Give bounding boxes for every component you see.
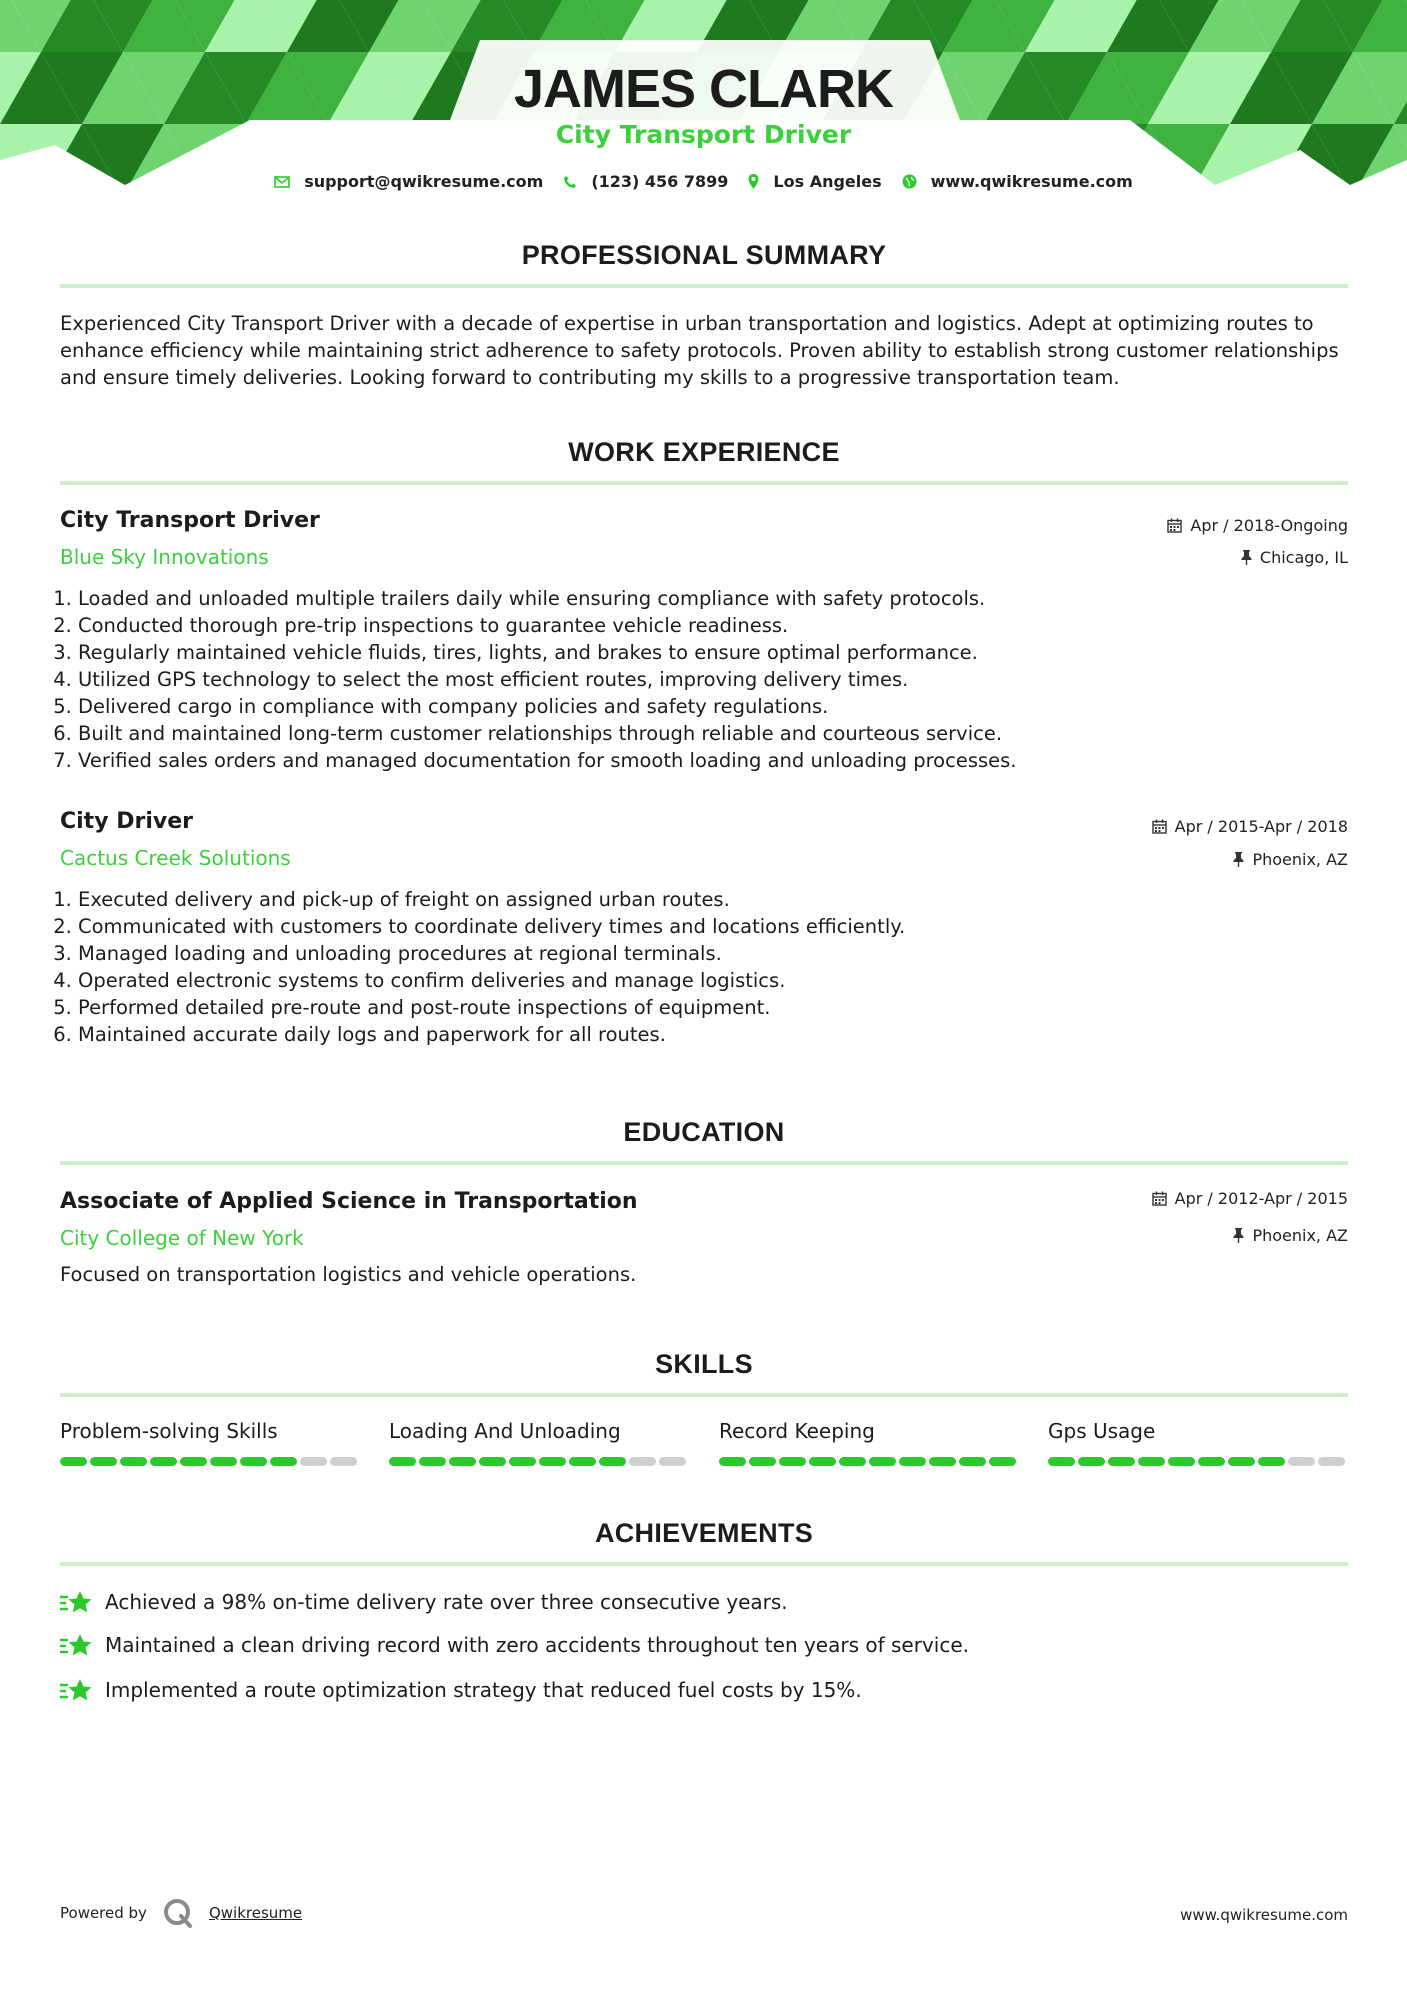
list-item: 6. Maintained accurate daily logs and paperwork for all routes. xyxy=(78,1021,905,1048)
star-award-icon xyxy=(60,1677,93,1703)
skill-segment xyxy=(60,1457,87,1466)
skill-segment xyxy=(539,1457,566,1466)
skill-segment xyxy=(419,1457,446,1466)
skill-segment xyxy=(839,1457,866,1466)
list-item: 3. Regularly maintained vehicle fluids, tires, lights, and brakes to ensure optimal performance. xyxy=(78,639,1017,666)
pushpin-icon xyxy=(1233,852,1244,867)
skill-name: Gps Usage xyxy=(1048,1419,1156,1443)
skills-heading: SKILLS xyxy=(655,1349,753,1379)
summary-divider xyxy=(60,284,1348,288)
job-title: City Driver xyxy=(60,809,193,834)
experience-heading: WORK EXPERIENCE xyxy=(568,437,840,467)
contact-phone[interactable] xyxy=(563,172,728,191)
skill-segment xyxy=(240,1457,267,1466)
qwikresume-link[interactable]: Qwikresume xyxy=(208,1904,303,1922)
skill-item xyxy=(719,1419,1019,1466)
skill-segment xyxy=(749,1457,776,1466)
skill-name: Record Keeping xyxy=(719,1419,875,1443)
list-item: 7. Verified sales orders and managed documentation for smooth loading and unloading processes. xyxy=(78,747,1017,774)
summary-heading: PROFESSIONAL SUMMARY xyxy=(521,240,887,270)
list-item: 3. Managed loading and unloading procedures at regional terminals. xyxy=(78,940,905,967)
calendar-icon xyxy=(1152,1191,1167,1206)
skill-segment xyxy=(1258,1457,1285,1466)
skill-segment xyxy=(899,1457,926,1466)
skill-segment xyxy=(330,1457,357,1466)
contact-location xyxy=(748,172,881,191)
job-dates xyxy=(1167,516,1348,535)
achievement-text: Achieved a 98% on-time delivery rate over three consecutive years. xyxy=(105,1590,788,1614)
job-location xyxy=(1241,548,1348,567)
job-location xyxy=(1233,850,1348,869)
pushpin-icon xyxy=(1233,1228,1244,1243)
contact-website[interactable] xyxy=(902,172,1133,191)
map-pin-icon xyxy=(748,174,759,189)
list-item: 1. Loaded and unloaded multiple trailers daily while ensuring compliance with safety protocols. xyxy=(78,585,1017,612)
skill-segment xyxy=(989,1457,1016,1466)
skill-meter xyxy=(389,1457,689,1466)
skill-segment xyxy=(1108,1457,1135,1466)
contact-website-text: www.qwikresume.com xyxy=(930,172,1133,191)
achievements-heading: ACHIEVEMENTS xyxy=(594,1518,814,1548)
skill-segment xyxy=(1198,1457,1225,1466)
skill-segment xyxy=(1138,1457,1165,1466)
skill-segment xyxy=(479,1457,506,1466)
job-company: Cactus Creek Solutions xyxy=(60,846,291,870)
education-dates-text: Apr / 2012-Apr / 2015 xyxy=(1174,1189,1348,1208)
list-item: 2. Communicated with customers to coordinate delivery times and locations efficiently. xyxy=(78,913,905,940)
achievement-item xyxy=(60,1589,788,1615)
achievements-divider xyxy=(60,1562,1348,1566)
contact-email-text: support@qwikresume.com xyxy=(304,172,544,191)
education-heading: EDUCATION xyxy=(623,1117,785,1147)
skill-item xyxy=(389,1419,689,1466)
skill-segment xyxy=(809,1457,836,1466)
skill-segment xyxy=(779,1457,806,1466)
job-location-text: Phoenix, AZ xyxy=(1252,850,1348,869)
education-location-text: Phoenix, AZ xyxy=(1252,1226,1348,1245)
skill-segment xyxy=(120,1457,147,1466)
education-school: City College of New York xyxy=(60,1226,304,1250)
contact-email[interactable] xyxy=(274,172,543,191)
footer-powered-by xyxy=(60,1898,302,1928)
job-location-text: Chicago, IL xyxy=(1259,548,1348,567)
skill-segment xyxy=(300,1457,327,1466)
list-item: 5. Performed detailed pre-route and post-route inspections of equipment. xyxy=(78,994,905,1021)
job-bullets xyxy=(52,585,1017,774)
skill-item xyxy=(60,1419,360,1466)
candidate-name: JAMES CLARK xyxy=(513,59,894,119)
job-company: Blue Sky Innovations xyxy=(60,545,269,569)
skill-segment xyxy=(1288,1457,1315,1466)
candidate-role: City Transport Driver xyxy=(555,120,852,149)
skill-segment xyxy=(180,1457,207,1466)
qwikresume-logo-icon xyxy=(163,1898,193,1928)
list-item: 1. Executed delivery and pick-up of freight on assigned urban routes. xyxy=(78,886,905,913)
star-award-icon xyxy=(60,1589,93,1615)
job-dates xyxy=(1152,817,1348,836)
skill-segment xyxy=(719,1457,746,1466)
achievement-item xyxy=(60,1677,862,1703)
job-title: City Transport Driver xyxy=(60,508,320,533)
list-item: 6. Built and maintained long-term customer relationships through reliable and courteous service. xyxy=(78,720,1017,747)
list-item: 4. Utilized GPS technology to select the most efficient routes, improving delivery times. xyxy=(78,666,1017,693)
contact-phone-text: (123) 456 7899 xyxy=(591,172,729,191)
education-divider xyxy=(60,1161,1348,1165)
achievement-text: Implemented a route optimization strategy that reduced fuel costs by 15%. xyxy=(105,1678,862,1702)
job-bullets xyxy=(52,886,905,1048)
envelope-icon xyxy=(274,176,290,188)
skill-segment xyxy=(270,1457,297,1466)
skill-segment xyxy=(599,1457,626,1466)
star-award-icon xyxy=(60,1632,93,1658)
skill-segment xyxy=(1228,1457,1255,1466)
calendar-icon xyxy=(1152,819,1167,834)
contact-location-text: Los Angeles xyxy=(773,172,882,191)
skill-segment xyxy=(509,1457,536,1466)
list-item: 2. Conducted thorough pre-trip inspections to guarantee vehicle readiness. xyxy=(78,612,1017,639)
education-description: Focused on transportation logistics and vehicle operations. xyxy=(60,1263,637,1286)
job-dates-text: Apr / 2015-Apr / 2018 xyxy=(1174,817,1348,836)
education-dates xyxy=(1152,1189,1348,1208)
skill-segment xyxy=(389,1457,416,1466)
skill-segment xyxy=(449,1457,476,1466)
skill-name: Problem-solving Skills xyxy=(60,1419,278,1443)
globe-icon xyxy=(902,174,917,189)
skill-segment xyxy=(210,1457,237,1466)
summary-text: Experienced City Transport Driver with a decade of expertise in urban transportation and logistics. Adept at optimizing routes to enhance efficiency while maintaining strict adherence to safety protocols. Proven ability to establish strong customer relationships and ensure timely deliveries. Looking forward to contributing my skills to a progressive transportation team. xyxy=(60,312,1339,389)
contact-bar xyxy=(0,172,1407,191)
skill-segment xyxy=(959,1457,986,1466)
skill-segment xyxy=(869,1457,896,1466)
calendar-icon xyxy=(1167,518,1182,533)
skill-item xyxy=(1048,1419,1348,1466)
skill-segment xyxy=(659,1457,686,1466)
education-degree: Associate of Applied Science in Transportation xyxy=(60,1189,638,1214)
skills-divider xyxy=(60,1393,1348,1397)
skill-segment xyxy=(629,1457,656,1466)
skill-segment xyxy=(1048,1457,1075,1466)
pushpin-icon xyxy=(1241,550,1252,565)
education-location xyxy=(1233,1226,1348,1245)
list-item: 5. Delivered cargo in compliance with company policies and safety regulations. xyxy=(78,693,1017,720)
phone-icon xyxy=(563,175,577,189)
skill-segment xyxy=(1168,1457,1195,1466)
powered-by-label: Powered by xyxy=(60,1904,147,1922)
skill-name: Loading And Unloading xyxy=(389,1419,621,1443)
skill-meter xyxy=(719,1457,1019,1466)
skill-meter xyxy=(60,1457,360,1466)
skill-segment xyxy=(1078,1457,1105,1466)
achievement-text: Maintained a clean driving record with zero accidents throughout ten years of service. xyxy=(105,1633,970,1657)
skill-segment xyxy=(150,1457,177,1466)
footer-website[interactable]: www.qwikresume.com xyxy=(1180,1906,1348,1924)
job-dates-text: Apr / 2018-Ongoing xyxy=(1190,516,1348,535)
skill-segment xyxy=(90,1457,117,1466)
list-item: 4. Operated electronic systems to confirm deliveries and manage logistics. xyxy=(78,967,905,994)
experience-divider xyxy=(60,481,1348,485)
skill-segment xyxy=(569,1457,596,1466)
skill-segment xyxy=(929,1457,956,1466)
skill-meter xyxy=(1048,1457,1348,1466)
achievement-item xyxy=(60,1632,969,1658)
skill-segment xyxy=(1318,1457,1345,1466)
